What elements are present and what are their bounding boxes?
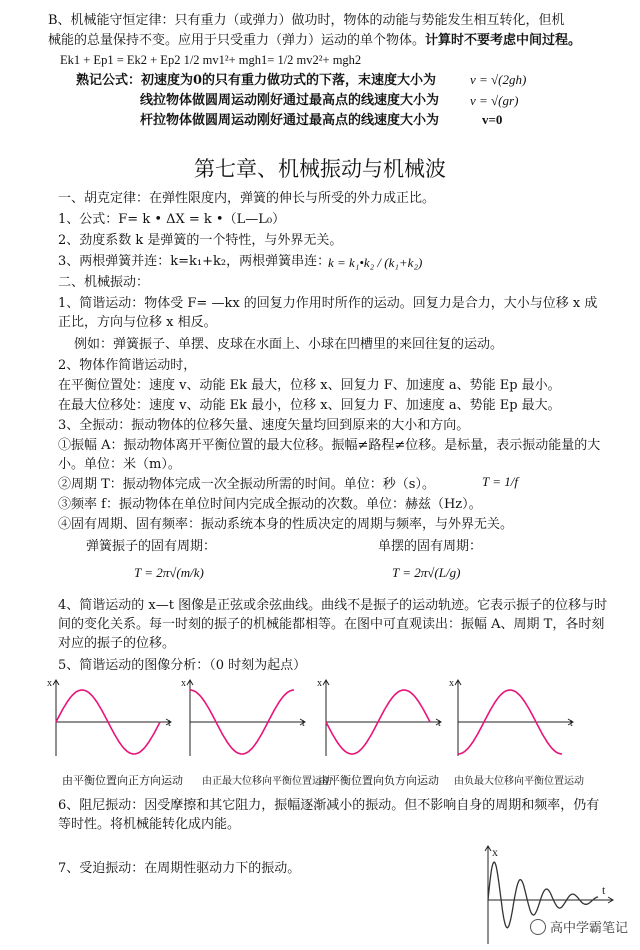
memo-text-1: 初速度为0的只有重力做功式的下落，末速度大小为 [141,73,437,88]
x-axis-label: x [449,678,454,689]
mechanical-vibration-heading: 二、机械振动： [58,275,150,290]
equilibrium-position-line: 在平衡位置处：速度 v、动能 Ek 最大，位移 x、回复力 F、加速度 a、势能 Ep 最小。 [58,378,561,393]
x-axis-label: x [181,678,186,689]
mechanical-energy-heading-line2 [48,32,610,49]
hooke-law-line: 一、胡克定律：在弹性限度内，弹簧的伸长与所受的外力成正比。 [58,191,436,206]
series-spring-formula: k = k₁•k₂ / (k₁+k₂) [328,255,423,270]
graph-caption-1: 由平衡位置向正方向运动 [62,774,183,787]
t-axis-label: t [438,718,441,729]
spring-period-formula: T = 2π√(m/k) [134,565,204,580]
amplitude-definition: ①振幅 A：振动物体离开平衡位置的最大位移。振幅≠路程≠位移。是标量，表示振动能量的大小。单位：米（m）。 [58,438,601,472]
pendulum-period-formula: T = 2π√(L/g) [392,565,461,580]
t-axis-label: t [570,718,573,729]
period-definition: ②周期 T：振动物体完成一次全振动所需的时间。单位：秒（s）。 [58,477,435,492]
x-axis-label: x [317,678,322,689]
stiffness-line: 2、劲度系数 k 是弹簧的一个特性，与外界无关。 [58,233,343,248]
damped-vibration-definition: 6、阻尼振动：因受摩擦和其它阻力，振幅逐渐减小的振动。但不影响自身的周期和频率，仍有等时性。将机械能转化成内能。 [58,798,600,832]
heading-text: 械能的总量保持不变。应用于只受重力（弹力）运动的单个物体。 [48,33,426,48]
free-fall-speed-formula: v = √(2gh) [470,72,527,87]
shm-graph-sine [46,676,176,762]
natural-period-definition: ④固有周期、固有频率：振动系统本身的性质决定的周期与频率，与外界无关。 [58,517,514,532]
pendulum-period-label: 单摆的固有周期： [378,539,483,554]
shm-graph-negative-cosine [448,676,578,762]
memo-line-2: 线拉物体做圆周运动刚好通过最高点的线速度大小为 [140,93,440,108]
xt-graph-description: 4、简谐运动的 x—t 图像是正弦或余弦曲线。曲线不是振子的运动轨迹。它表示振子的位移与时间的变化关系。每一时刻的振子的机械能都相等。在图中可直观读出：振幅 A、周期 T，各时刻对应的振子的位移。 [58,598,608,651]
frequency-definition: ③频率 f：振动物体在单位时间内完成全振动的次数。单位：赫兹（Hz）。 [58,497,482,512]
forced-vibration-definition: 7、受迫振动：在周期性驱动力下的振动。 [58,861,301,876]
memo-line-3: 杆拉物体做圆周运动刚好通过最高点的线速度大小为 [140,113,440,128]
graph-caption-4: 由负最大位移向平衡位置运动 [454,776,584,787]
wechat-icon [530,919,546,935]
energy-conservation-formula: Ek1 + Ep1 = Ek2 + Ep2 1/2 mv1²+ mgh1= 1/2 mv2²+ mgh2 [60,53,362,67]
t-axis-label: t [302,718,305,729]
memo-line-1 [76,72,610,89]
string-circle-speed-formula: v = √(gr) [470,93,519,108]
examples-line: 例如：弹簧振子、单摆、皮球在水面上、小球在凹槽里的来回往复的运动。 [74,337,504,352]
x-axis-label: x [47,678,52,689]
spring-period-label: 弹簧振子的固有周期： [86,539,217,554]
watermark-text: 高中学霸笔记 [549,921,628,936]
watermark [530,917,628,936]
chapter-title: 第七章、机械振动与机械波 [194,157,446,181]
period-formula: T = 1/f [482,474,518,489]
simple-harmonic-definition: 1、简谐运动：物体受 F= —kx 的回复力作用时所作的运动。回复力是合力，大小与位移 x 成正比，方向与位移 x 相反。 [58,296,598,330]
full-vibration-line: 3、全振动：振动物体的位移矢量、速度矢量均回到原来的大小和方向。 [58,418,470,433]
shm-graph-negative-sine [316,676,446,762]
hooke-formula-line: 1、公式：F= k • ΔX = k •（L—L₀） [58,212,286,227]
t-axis-label: t [602,883,606,897]
rod-circle-speed-formula: v=0 [482,112,503,127]
graph-caption-3: 由平衡位置向负方向运动 [318,774,439,787]
max-displacement-line: 在最大位移处：速度 v、动能 Ek 最小，位移 x、回复力 F、加速度 a、势能 Ep 最大。 [58,398,561,413]
memo-label: 熟记公式： [76,73,142,88]
graph-caption-2: 由正最大位移向平衡位置运动 [202,776,332,787]
shm-graph-cosine [180,676,310,762]
graph-analysis-heading: 5、简谐运动的图像分析：（0 时刻为起点） [58,658,307,673]
mechanical-energy-heading-line1: B、机械能守恒定律：只有重力（或弹力）做功时，物体的动能与势能发生相互转化，但机 [48,13,565,28]
spring-combination-line: 3、两根弹簧并连：k=k₁+k₂，两根弹簧串连： [58,254,331,269]
shm-state-line: 2、物体作简谐运动时， [58,358,197,373]
t-axis-label: t [168,718,171,729]
x-axis-label: x [492,845,498,859]
heading-emphasis: 计算时不要考虑中间过程。 [425,33,582,48]
